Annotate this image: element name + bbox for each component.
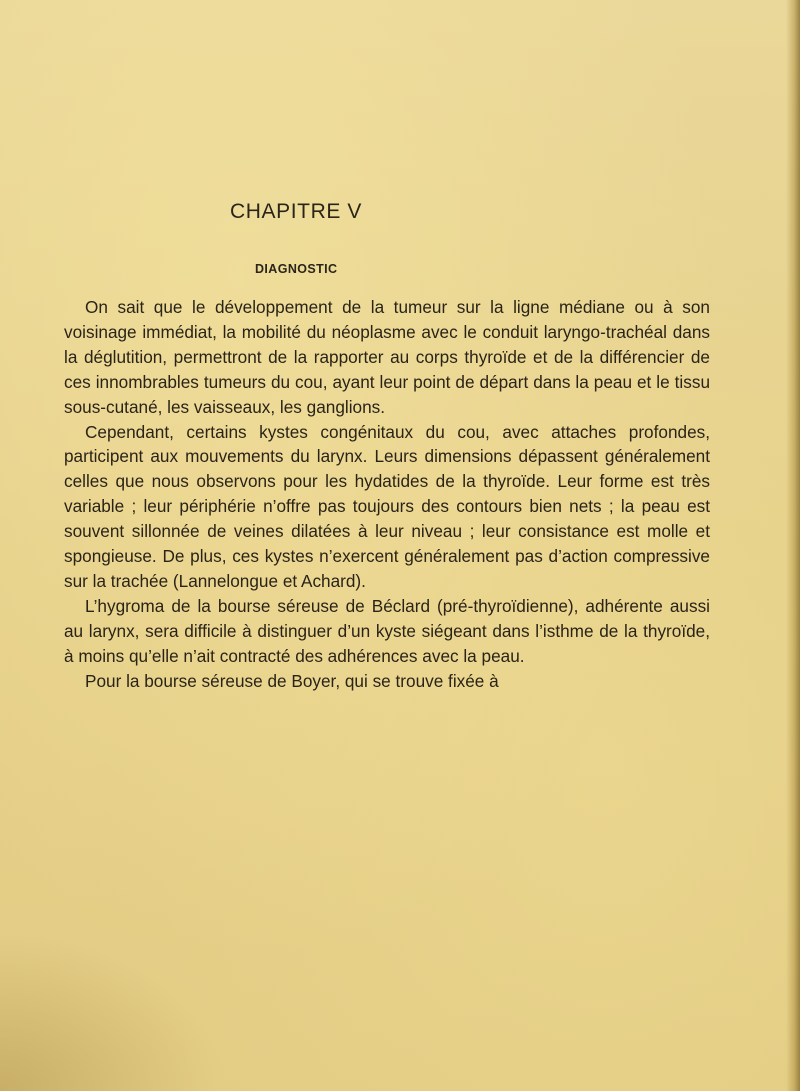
paragraph: Pour la bourse séreuse de Boyer, qui se trouve fixée à — [85, 670, 499, 691]
section-title: DIAGNOSTIC — [255, 262, 338, 276]
page-stain — [0, 931, 220, 1091]
paragraph: On sait que le développement de la tumeur sur la ligne médiane ou à son voisinage immédiat, la mobilité du néoplasme avec le conduit laryngo-trachéal dans la déglutition, permettront de la rapporter au corps thyroïde et de la différencier de ces innombrables tumeurs du cou, ayant leur point de départ dans la peau et le tissu sous-cutané, les vaisseaux, les ganglions. — [64, 297, 710, 417]
paragraph: L’hygroma de la bourse séreuse de Béclard (pré-thyroïdienne), adhérente aussi au larynx, sera difficile à distinguer d’un kyste siégeant dans l’isthme de la thyroïde, à moins qu’elle n’ait contracté des adhérences avec la peau. — [64, 595, 710, 666]
chapter-title: CHAPITRE V — [230, 200, 363, 223]
paragraph: Cependant, certains kystes congénitaux du cou, avec attaches profondes, participent aux mouvements du larynx. Leurs dimensions dépassent généralement celles que nous observons pour les hydatides de la thyroïde. Leur forme est très variable ; leur périphérie n’offre pas toujours des contours bien nets ; la peau est souvent sillonnée de veines dilatées à leur niveau ; leur consistance est molle et spongieuse. De plus, ces kystes n’exercent généralement pas d’action compressive sur la trachée (Lannelongue et Achard). — [64, 421, 710, 591]
page-edge-shadow — [786, 0, 800, 1091]
body-text — [64, 295, 710, 694]
